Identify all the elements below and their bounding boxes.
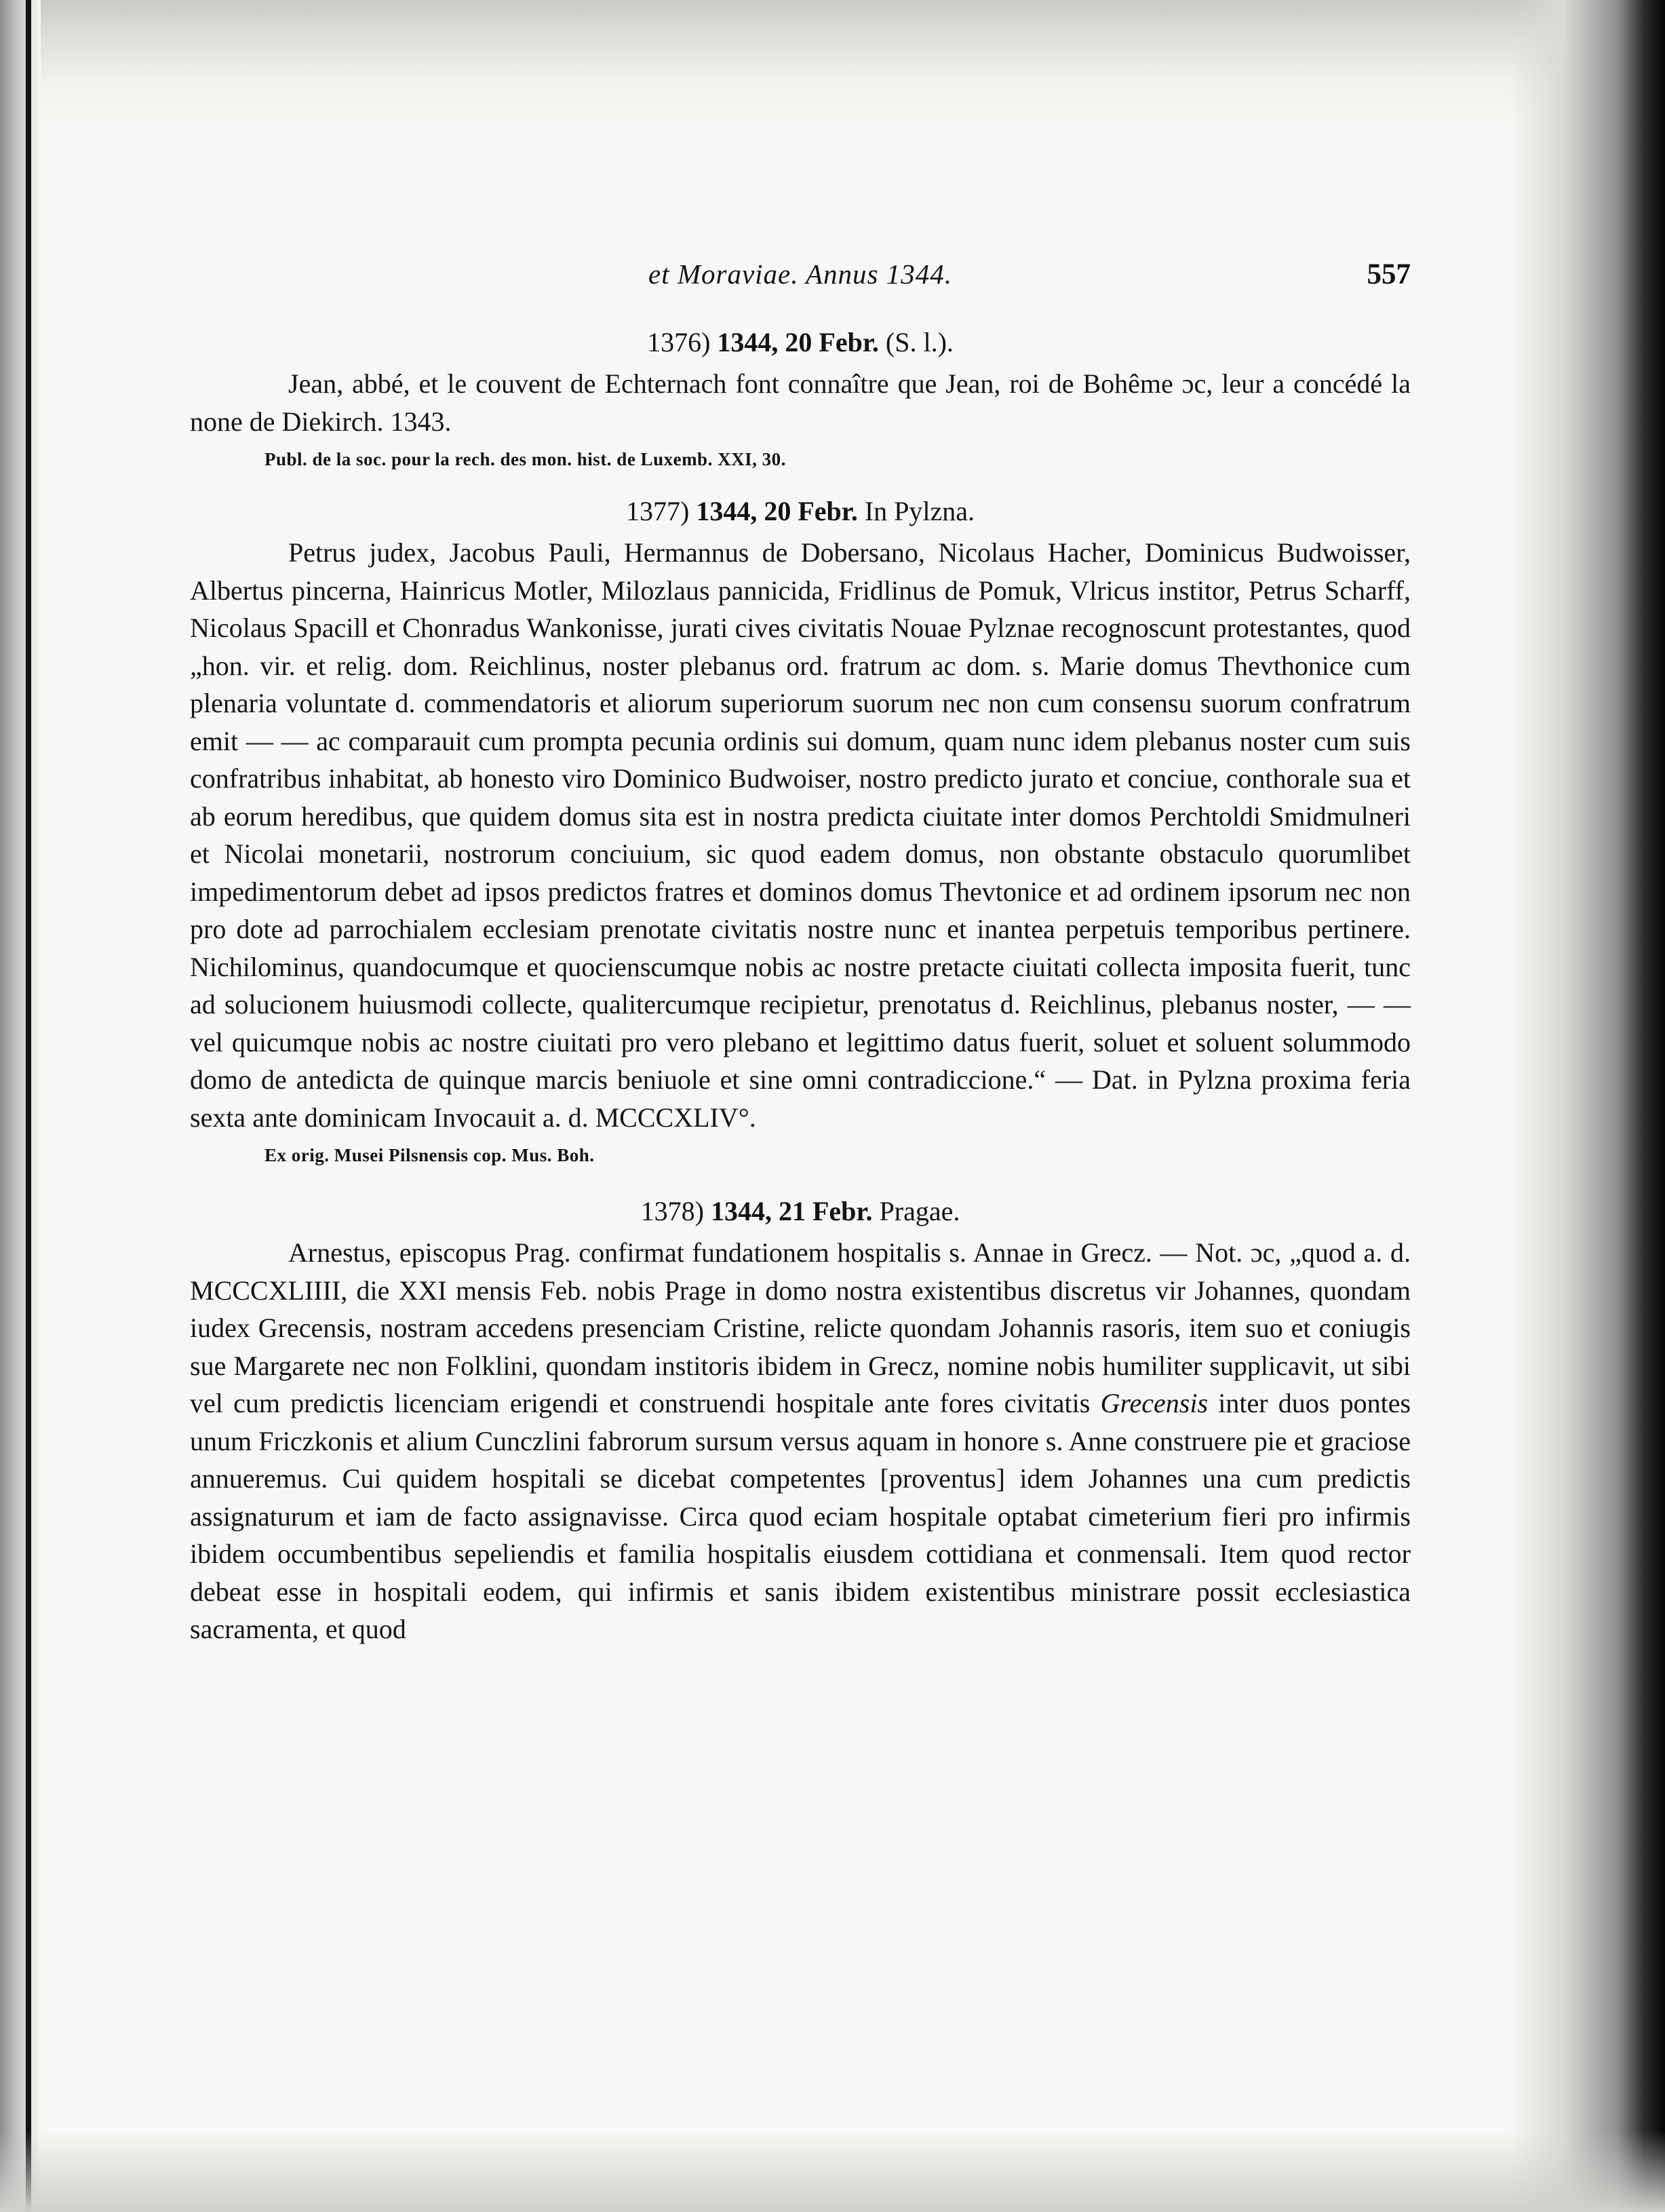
entry-number: 1377) <box>625 496 690 526</box>
entry-place: Pragae. <box>879 1196 960 1226</box>
page-number: 557 <box>1367 258 1411 290</box>
entry-date: 1344, 20 Febr. <box>696 496 858 526</box>
scan-top-shadow <box>0 0 1665 129</box>
entry-source: Ex orig. Musei Pilsnensis cop. Mus. Boh. <box>265 1145 595 1165</box>
entry-1377 <box>190 493 1411 1169</box>
entry-number: 1376) <box>647 327 711 357</box>
entry-heading <box>190 324 1411 361</box>
entry-text <box>190 1234 1411 1648</box>
entry-date: 1344, 21 Febr. <box>710 1196 873 1226</box>
scan-right-edge <box>1509 0 1665 2212</box>
entry-date: 1344, 20 Febr. <box>717 327 879 357</box>
scan-bottom-shadow <box>0 2131 1665 2212</box>
entry-text: Jean, abbé, et le couvent de Echternach font connaître que Jean, roi de Bohême ɔc, leur a concédé la none de Diekirch. 1343. <box>190 368 1411 437</box>
entry-text-italic: Grecensis <box>1100 1388 1209 1418</box>
entry-source: Publ. de la soc. pour la rech. des mon. hist. de Luxemb. XXI, 30. <box>265 449 786 469</box>
entry-heading <box>190 493 1411 530</box>
running-head <box>190 258 1411 305</box>
entry-heading <box>190 1193 1411 1230</box>
scan-left-edge <box>0 0 41 2212</box>
document-page <box>190 258 1411 1648</box>
entry-text-part: Arnestus, episcopus Prag. confirmat fundationem hospitalis s. Annae in Grecz. — Not. ɔc, „quod a. d. MCCCXLIIII, die XXI mensis Feb. nobis Prage in domo nostra existentibus discretus vir Johannes, quondam iudex Grecensis, nostram accedens presenciam Cristine, relicte quondam Johannis rasoris, item suo et coniugis sue Margarete nec non Folklini, quondam institoris ibidem in Grecz, nomine nobis humiliter supplicavit, ut sibi vel cum predictis licenciam erigendi et construendi hospitale ante fores civitatis <box>190 1237 1411 1418</box>
entry-1376 <box>190 324 1411 473</box>
entry-place: (S. l.). <box>885 327 954 357</box>
entry-text-part: inter duos pontes unum Friczkonis et alium Cunczlini fabrorum sursum versus aquam in honore s. Anne construere pie et graciose annueremus. Cui quidem hospitali se dicebat competentes [proventus] idem Johannes una cum predictis assignaturum et iam de facto assignavisse. Circa quod eciam hospitale optabat cimeterium fieri pro infirmis ibidem occumbentibus sepeliendis et familia hospitalis eiusdem cottidiana et conmensali. Item quod rector debeat esse in hospitali eodem, qui infirmis et sanis ibidem existentibus ministrare possit ecclesiastica sacramenta, et quod <box>190 1388 1411 1644</box>
entry-text: Petrus judex, Jacobus Pauli, Hermannus de Dobersano, Nicolaus Hacher, Dominicus Budwoisser, Albertus pincerna, Hainricus Motler, Milozlaus pannicida, Fridlinus de Pomuk, Vlricus institor, Petrus Scharff, Nicolaus Spacill et Chonradus Wankonisse, jurati cives civitatis Nouae Pylznae recognoscunt protestantes, quod „hon. vir. et relig. dom. Reichlinus, noster plebanus ord. fratrum ac dom. s. Marie domus Thevthonice cum plenaria voluntate d. commendatoris et aliorum superiorum suorum nec non cum consensu suorum confratrum emit — — ac comparauit cum prompta pecunia ordinis sui domum, quam nunc idem plebanus noster cum suis confratribus inhabitat, ab honesto viro Dominico Budwoiser, nostro predicto jurato et conciue, conthorale sua et ab eorum heredibus, que quidem domus sita est in nostra predicta ciuitate inter domos Perchtoldi Smidmulneri et Nicolai monetarii, nostrorum conciuium, sic quod eadem domus, non obstante obstaculo quorumlibet impedimentorum debet ad ipsos predictos fratres et dominos domus Thevtonice et ad ordinem ipsorum nec non pro dote ad parrochialem ecclesiam prenotate civitatis nostre nunc et inantea perpetuis temporibus pertinere. Nichilominus, quandocumque et quocienscumque nobis ac nostre pretacte ciuitati collecta imposita fuerit, tunc ad solucionem huiusmodi collecte, qualitercumque recipietur, prenotatus d. Reichlinus, plebanus noster, — — vel quicumque nobis ac nostre ciuitati pro vero plebano et legittimo datus fuerit, soluet et soluent solummodo domo de antedicta de quinque marcis beniuole et sine omni contradiccione.“ — Dat. in Pylzna proxima feria sexta ante dominicam Invocauit a. d. MCCCXLIV°. <box>190 537 1411 1133</box>
entry-place: In Pylzna. <box>864 496 975 526</box>
entry-1378 <box>190 1193 1411 1648</box>
entry-number: 1378) <box>640 1196 704 1226</box>
running-title: et Moraviae. Annus 1344. <box>648 258 952 290</box>
scan-binding-line <box>26 0 31 2212</box>
